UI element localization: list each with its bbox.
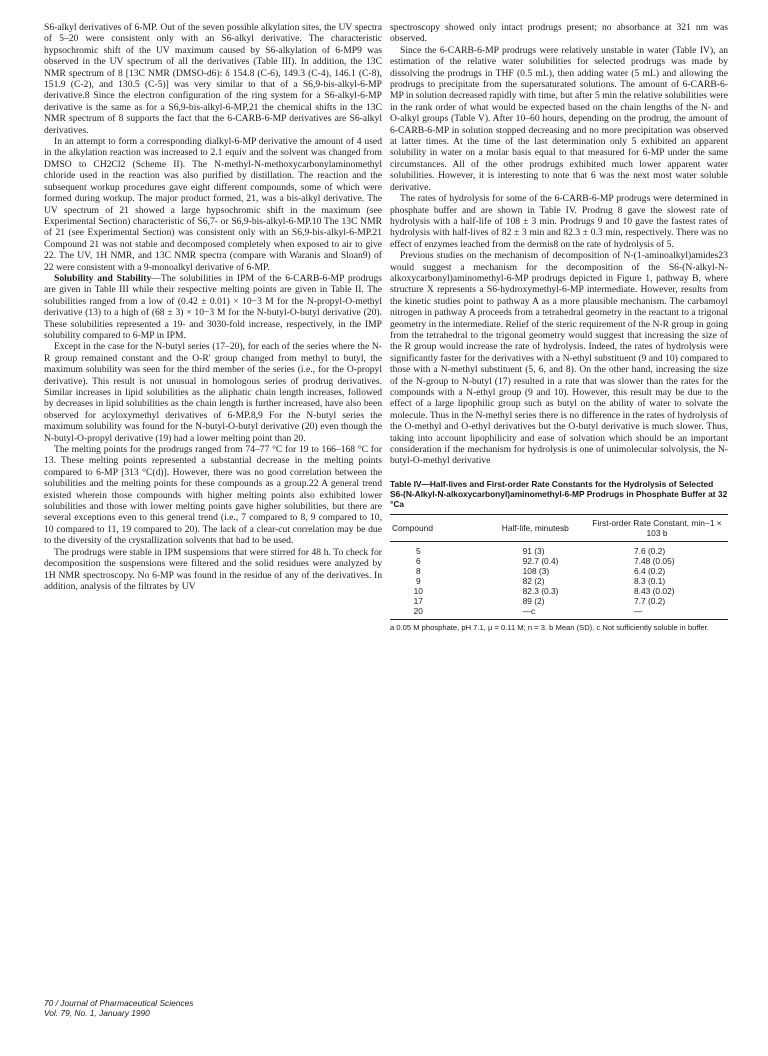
right-column (390, 22, 728, 632)
body-paragraph: spectroscopy showed only intact prodrugs present; no absorbance at 321 nm was observed. (390, 22, 728, 45)
page-footer (44, 998, 193, 1018)
body-paragraph: The melting points for the prodrugs ranged from 74–77 °C for 19 to 166–168 °C for 13. These melting points represented a substantial decrease in the melting points compared to 6-MP [313 °C(d)]. However, there was no good correlation between the solubilities and the melting points for these compounds as a group.22 A general trend existed wherein those compounds with higher melting points also exhibited lower solubilities and those with lower melting points gave higher solubilities, but there are several exceptions even to this general trend (i.e., 7 compared to 8, 9 compared to 10, 10 compared to 11, 19 compared to 20). The lack of a clear-cut correlation may be due to the diversity of the crystallization solvents that had to be used. (44, 444, 382, 547)
body-paragraph: The prodrugs were stable in IPM suspensions that were stirred for 48 h. To check for decomposition the suspensions were filtered and the solid residues were analyzed by 1H NMR spectroscopy. No 6-MP was found in the residue of any of the derivatives. In addition, analysis of the filtrates by UV (44, 546, 382, 592)
table-iv (390, 479, 728, 632)
footer-volume-line: Vol. 79, No. 1, January 1990 (44, 1008, 150, 1018)
table-footnote: a 0.05 M phosphate, pH 7.1, μ = 0.11 M; n = 3. b Mean (SD). c Not sufficiently soluble in buffer. (390, 622, 709, 632)
cell-half-life: 108 (3) (522, 565, 550, 576)
cell-rate: 7.7 (0.2) (634, 595, 666, 606)
cell-compound: 6 (415, 555, 421, 566)
body-paragraph: Previous studies on the mechanism of decomposition of N-(1-aminoalkyl)amides23 would suggest a mechanism for the decomposition of the S6-(N-alkyl-N-alkoxycarbonyl)aminomethyl-6-MP prodrugs depicted in Figure 1, pathway B, where structure X represents a S6-hydroxymethyl-6-MP intermediate. However, results from the kinetic studies point to pathway A as a more plausible mechanism. The carbamoyl nitrogen in pathway A proceeds from a tetrahedral geometry in the reactant to a trigonal geometry in the intermediate. Relief of the steric requirement of the N-R group in going from the tetrahedral to the trigonal geometry would suggest that increasing the size of the R group would increase the rate of hydrolysis. Indeed, the rates of hydrolysis were significantly faster for the derivatives with a N-ethyl substituent (9 and 10) compared to those with a N-methyl substituent (5, 6, and 8). On the other hand, increasing the size of the N-group to N-butyl (17) resulted in a rate that was slower than the rates for the compounds with a N-ethyl group (9 and 10). However, this result may be due to the effect of a large lipophilic group such as butyl on the ability of water to solvate the molecule. Thus in the N-methyl series there is no difference in the rates of hydrolysis of the O-methyl and O-ethyl derivatives but the O-butyl derivative is much slower. Thus, taking into account lipophilicity and ease of solvation which should be an important consideration if the mechanism for hydrolysis is one of unimolecular solvolysis, the N-butyl-O-methyl derivative (390, 250, 728, 467)
section-run-in-heading: Solubility and Stability (54, 272, 152, 284)
section-run-in-text: —The solubilities in IPM of the 6-CARB-6-MP prodrugs are given in Table III while their respective melting points are given in Table II. The solubilities ranged from a low of (0.42 ± 0.01) × 10−3 M for the N-propyl-O-methyl derivative (13) to a high of (68 ± 3) × 10−3 M for the N-butyl-O-butyl derivative (20). These solubilities represented a 19- and 3030-fold increase, respectively, in the IMP solubility compared to 6-MP in IPM. (44, 272, 383, 341)
table-row (390, 541, 728, 556)
footer-journal-line: 70 / Journal of Pharmaceutical Sciences (44, 998, 194, 1008)
cell-half-life: 92.7 (0.4) (522, 555, 559, 566)
header-rate-constant: First-order Rate Constant, min−1 × 103 b (586, 514, 728, 541)
body-paragraph: S6-alkyl derivatives of 6-MP. Out of the seven possible alkylation sites, the UV spectra of 5–20 were consistent only with an S6-alkyl derivative. The characteristic hypsochromic shift of the UV maximum caused by S6-alkylation of 6-MP9 was observed in the UV spectrum of all the derivatives (Table III). In addition, the 13C NMR spectrum of 8 [13C NMR (DMSO-d6): δ 154.8 (C-6), 149.3 (C-4), 146.1 (C-8), 151.9 (C-2), and 130.5 (C-5)] was very similar to that of a S6,9-bis-alkyl-6-MP derivative.8 Since the electron configuration of the ring system for a S6-alkyl-6-MP derivative is the same as for a S6,9-bis-alkyl-6-MP,21 the chemical shifts in the 13C NMR spectrum of 8 supports the fact that the 6-CARB-6-MP derivatives are S6-alkyl derivatives. (44, 22, 382, 136)
cell-compound: 10 (413, 585, 423, 596)
cell-compound: 20 (390, 606, 485, 620)
cell-compound: 8 (415, 565, 421, 576)
rate-table (390, 514, 728, 620)
body-paragraph (44, 273, 382, 341)
cell-half-life: 89 (2) (522, 595, 545, 606)
header-compound: Compound (390, 514, 485, 541)
table-row (390, 556, 728, 566)
cell-rate: 7.6 (0.2) (634, 545, 666, 556)
body-paragraph: Since the 6-CARB-6-MP prodrugs were relatively unstable in water (Table IV), an estimation of the relative water solubilities for selected prodrugs was made by dissolving the prodrugs in THF (0.5 mL), then adding water (5 mL) and allowing the prodrugs to precipitate from the supersaturated solutions. The amount of 6-CARB-6-MP in solution decreased rapidly with time, but after 5 min the relative solubilities were in the rank order of what would be expected based on the chain lengths of the N- and O-alkyl groups (Table V). After 10–60 hours, depending on the prodrug, the amount of 6-CARB-6-MP in solution stopped decreasing and no more precipitation was observed at latter times. At the time of the last determination only 5 exhibited an apparent solubility in water on a molar basis equal to that measured for 6-MP under the same circumstances. All of the other prodrugs exhibited much lower apparent water solubilities. However, it is interesting to note that 6 was the next most water soluble derivative. (390, 44, 728, 193)
table-row (390, 586, 728, 596)
cell-rate: 8.3 (0.1) (634, 575, 666, 586)
table-row (390, 596, 728, 606)
body-paragraph: The rates of hydrolysis for some of the 6-CARB-6-MP prodrugs were determined in phosphate buffer and are shown in Table IV. Prodrug 8 gave the slowest rate of hydrolysis with a half-life of 108 ± 3 min. Prodrugs 9 and 10 gave the fastest rates of hydrolysis with half-lives of 82 ± 3 min and 82.3 ± 0.3 min, respectively. There was no effect of enzymes leached from the dermis8 on the rate of hydrolysis of 5. (390, 193, 728, 250)
left-column (44, 22, 382, 592)
cell-half-life: 82 (2) (522, 575, 545, 586)
cell-rate: 8.43 (0.02) (634, 585, 675, 596)
body-paragraph: In an attempt to form a corresponding dialkyl-6-MP derivative the amount of 4 used in the alkylation reaction was increased to 2.1 equiv and the solvent was changed from DMSO to CH2Cl2 (Scheme II). The N-methyl-N-methoxycarbonylaminomethyl chloride used in the reaction was also purified by distillation. The reaction and the subsequent workup procedures gave eight different compounds, some of which were formed during workup. The major product formed, 21, was a bis-alkyl derivative. The UV spectrum of 21 showed a large hypsochromic shift in the maximum (see Experimental Section) characteristic of S6,7- or S6,9-bis-alkyl-6-MP.10 The 13C NMR of 21 (see Experimental Section) was consistent only with an S6,9-bis-alkyl-6-MP.21 Compound 21 was not stable and decomposed completely when exposed to air to give 22. The UV, 1H NMR, and 13C NMR spectra (compare with Waranis and Sloan9) of 22 were consistent with a 9-monoalkyl derivative of 6-MP. (44, 136, 382, 273)
table-row (390, 606, 728, 620)
body-paragraph: Except in the case for the N-butyl series (17–20), for each of the series where the N-R group remained constant and the O-R' group changed from methyl to butyl, the maximum solubility was seen for the third member of the series (i.e., for the O-propyl derivative). This result is not unusual in homologous series of prodrug derivatives. Similar increases in lipid solubilities as the aliphatic chain length increases, followed by decreases in lipid solubilities as the chain length is further increased, have also been observed for acyloxymethyl derivatives of 6-MP.8,9 For the N-butyl series the maximum solubility was found for the N-butyl-O-butyl derivative (20) even though the N-butyl-O-propyl derivative (19) had a lower melting point than 20. (44, 341, 382, 444)
cell-compound: 17 (413, 595, 423, 606)
table-title: Table IV—Half-lives and First-order Rate Constants for the Hydrolysis of Selected S6-(N-Alkyl-N-alkoxycarbonyl)aminomethyl-6-MP Prodrugs in Phosphate Buffer at 32 °Ca (390, 478, 728, 509)
cell-compound: 9 (415, 575, 421, 586)
cell-rate: — (586, 606, 728, 620)
cell-compound: 5 (415, 545, 421, 556)
header-half-life: Half-life, minutesb (485, 514, 586, 541)
table-header-row (390, 514, 728, 541)
cell-half-life: 82.3 (0.3) (522, 585, 559, 596)
cell-half-life: 91 (3) (522, 545, 545, 556)
cell-rate: 6.4 (0.2) (634, 565, 666, 576)
table-row (390, 566, 728, 576)
table-row (390, 576, 728, 586)
cell-half-life: —c (485, 606, 586, 620)
cell-rate: 7.48 (0.05) (634, 555, 675, 566)
